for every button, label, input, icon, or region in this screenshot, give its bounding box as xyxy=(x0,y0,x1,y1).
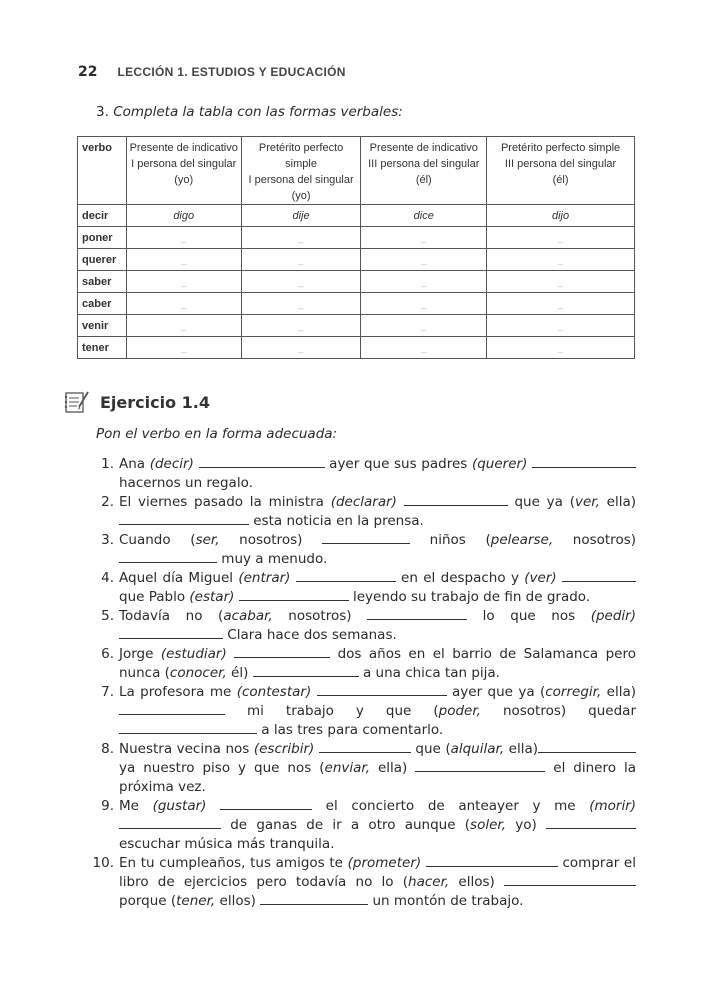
column-header-4: Pretérito perfecto simple III persona del singular (él) xyxy=(487,137,635,205)
answer-cell[interactable]: _ xyxy=(487,337,635,359)
verb-hint: (entrar) xyxy=(238,570,291,586)
item-number: 2. xyxy=(101,494,114,510)
answer-cell[interactable]: _ xyxy=(361,293,487,315)
answer-cell[interactable]: _ xyxy=(241,337,361,359)
answer-blank[interactable] xyxy=(119,721,257,734)
item-number: 4. xyxy=(101,570,114,586)
answer-cell[interactable]: _ xyxy=(126,271,241,293)
answer-blank[interactable] xyxy=(234,645,330,658)
task-number: 3. xyxy=(96,104,109,120)
answer-cell[interactable]: _ xyxy=(126,293,241,315)
column-header-1: Presente de indicativo I persona del singular (yo) xyxy=(126,137,241,205)
verb-hint: (morir) xyxy=(589,798,637,814)
verb-hint: pelearse, xyxy=(490,532,554,548)
verb-hint: (ver) xyxy=(524,570,557,586)
answer-blank[interactable] xyxy=(119,816,221,829)
verb-cell: querer xyxy=(78,249,127,271)
page-number: 22 xyxy=(78,64,98,80)
task-3-instruction xyxy=(96,104,403,120)
verb-cell: poner xyxy=(78,227,127,249)
verb-hint: poder, xyxy=(438,703,481,719)
exercise-notebook-icon xyxy=(64,390,90,414)
answer-cell[interactable]: _ xyxy=(487,293,635,315)
verb-cell: venir xyxy=(78,315,127,337)
item-number: 8. xyxy=(101,741,114,757)
verb-hint: corregir, xyxy=(545,684,602,700)
answer-cell[interactable]: _ xyxy=(487,271,635,293)
column-header-verbo: verbo xyxy=(78,137,127,205)
verb-hint: soler, xyxy=(470,817,506,833)
verb-hint: acabar, xyxy=(223,608,273,624)
answer-blank[interactable] xyxy=(119,702,225,715)
page-header xyxy=(78,64,346,80)
verb-hint: (contestar) xyxy=(236,684,312,700)
answer-cell[interactable]: _ xyxy=(126,315,241,337)
verb-hint: (decir) xyxy=(149,456,194,472)
answer-blank[interactable] xyxy=(199,455,325,468)
item-number: 10. xyxy=(92,855,114,871)
answer-blank[interactable] xyxy=(253,664,359,677)
verb-hint: ser, xyxy=(195,532,220,548)
verb-forms-table xyxy=(77,136,635,359)
answer-cell[interactable]: _ xyxy=(241,249,361,271)
verb-hint: ver, xyxy=(574,494,600,510)
item-number: 5. xyxy=(101,608,114,624)
verb-cell: caber xyxy=(78,293,127,315)
answer-blank[interactable] xyxy=(538,740,636,753)
table-row xyxy=(78,249,635,271)
answer-cell[interactable]: _ xyxy=(487,249,635,271)
verb-hint: conocer, xyxy=(169,665,227,681)
answer-blank[interactable] xyxy=(322,531,410,544)
answer-blank[interactable] xyxy=(317,683,447,696)
answer-cell[interactable]: _ xyxy=(361,227,487,249)
example-form-cell: dije xyxy=(241,205,361,227)
verb-hint: hacer, xyxy=(408,874,450,890)
verb-hint: (estar) xyxy=(189,589,235,605)
column-header-3: Presente de indicativo III persona del singular (él) xyxy=(361,137,487,205)
example-form-cell: digo xyxy=(126,205,241,227)
table-row xyxy=(78,227,635,249)
table-row xyxy=(78,205,635,227)
answer-cell[interactable]: _ xyxy=(361,249,487,271)
table-row xyxy=(78,337,635,359)
answer-cell[interactable]: _ xyxy=(361,315,487,337)
answer-cell[interactable]: _ xyxy=(361,337,487,359)
exercise-heading xyxy=(64,390,210,414)
answer-blank[interactable] xyxy=(532,455,636,468)
verb-hint: (estudiar) xyxy=(160,646,227,662)
item-number: 6. xyxy=(101,646,114,662)
exercise-title: Ejercicio 1.4 xyxy=(100,392,210,412)
answer-blank[interactable] xyxy=(239,588,349,601)
example-form-cell: dijo xyxy=(487,205,635,227)
answer-cell[interactable]: _ xyxy=(126,249,241,271)
list-item: 4. Aquel día Miguel (entrar) en el despacho y (ver) que Pablo (estar) leyendo su trabajo de fin de grado. xyxy=(96,569,636,607)
answer-blank[interactable] xyxy=(404,493,508,506)
answer-blank[interactable] xyxy=(119,550,217,563)
answer-cell[interactable]: _ xyxy=(241,293,361,315)
answer-cell[interactable]: _ xyxy=(361,271,487,293)
table-row xyxy=(78,293,635,315)
list-item: 3. Cuando (ser, nosotros) niños (pelearse, nosotros) muy a menudo. xyxy=(96,531,636,569)
list-item: 5. Todavía no (acabar, nosotros) lo que nos (pedir) Clara hace dos semanas. xyxy=(96,607,636,645)
verb-hint: (prometer) xyxy=(347,855,422,871)
verb-hint: (querer) xyxy=(471,456,528,472)
table-body xyxy=(78,205,635,359)
list-item: 6. Jorge (estudiar) dos años en el barrio de Salamanca pero nunca (conocer, él) a una chica tan pija. xyxy=(96,645,636,683)
task-text: Completa la tabla con las formas verbales: xyxy=(113,104,403,120)
answer-blank[interactable] xyxy=(415,759,545,772)
table-row xyxy=(78,271,635,293)
answer-blank[interactable] xyxy=(546,816,636,829)
verb-hint: enviar, xyxy=(324,760,370,776)
exercise-instruction: Pon el verbo en la forma adecuada: xyxy=(96,426,338,442)
answer-blank[interactable] xyxy=(562,569,636,582)
list-item: 7. La profesora me (contestar) ayer que ya (corregir, ella) mi trabajo y que (poder, nosotros) quedar a las tres para comentarlo. xyxy=(96,683,636,740)
answer-cell[interactable]: _ xyxy=(487,227,635,249)
answer-blank[interactable] xyxy=(119,512,249,525)
item-number: 3. xyxy=(101,532,114,548)
answer-blank[interactable] xyxy=(119,626,223,639)
answer-blank[interactable] xyxy=(260,892,368,905)
verb-hint: (declarar) xyxy=(330,494,397,510)
list-item: 10. En tu cumpleaños, tus amigos te (prometer) comprar el libro de ejercicios pero todavía no lo (hacer, ellos) porque (tener, ellos) un montón de trabajo. xyxy=(96,854,636,911)
verb-cell: decir xyxy=(78,205,127,227)
verb-hint: (escribir) xyxy=(253,741,315,757)
answer-blank[interactable] xyxy=(319,740,411,753)
column-header-2: Pretérito perfecto simple I persona del singular (yo) xyxy=(241,137,361,205)
list-item: 2. El viernes pasado la ministra (declarar) que ya (ver, ella) esta noticia en la prensa. xyxy=(96,493,636,531)
table-header-row xyxy=(78,137,635,205)
list-item: 9. Me (gustar) el concierto de anteayer y me (morir) de ganas de ir a otro aunque (soler, yo) escuchar música más tranquila. xyxy=(96,797,636,854)
lesson-title: LECCIÓN 1. ESTUDIOS Y EDUCACIÓN xyxy=(117,65,346,79)
item-number: 1. xyxy=(101,456,114,472)
answer-cell[interactable]: _ xyxy=(487,315,635,337)
table-row xyxy=(78,315,635,337)
answer-cell[interactable]: _ xyxy=(126,337,241,359)
answer-blank[interactable] xyxy=(296,569,396,582)
answer-blank[interactable] xyxy=(426,854,558,867)
verb-cell: saber xyxy=(78,271,127,293)
example-form-cell: dice xyxy=(361,205,487,227)
answer-blank[interactable] xyxy=(504,873,636,886)
list-item: 8. Nuestra vecina nos (escribir) que (alquilar, ella) ya nuestro piso y que nos (enviar, ella) el dinero la próxima vez. xyxy=(96,740,636,797)
item-number: 7. xyxy=(101,684,114,700)
verb-hint: alquilar, xyxy=(450,741,505,757)
answer-blank[interactable] xyxy=(220,797,312,810)
item-number: 9. xyxy=(101,798,114,814)
answer-blank[interactable] xyxy=(367,607,467,620)
answer-cell[interactable]: _ xyxy=(241,315,361,337)
verb-cell: tener xyxy=(78,337,127,359)
exercise-items-list xyxy=(92,455,637,911)
verb-hint: tener, xyxy=(176,893,216,909)
verb-hint: (pedir) xyxy=(590,608,636,624)
answer-cell[interactable]: _ xyxy=(241,271,361,293)
answer-cell[interactable]: _ xyxy=(241,227,361,249)
verb-hint: (gustar) xyxy=(152,798,207,814)
answer-cell[interactable]: _ xyxy=(126,227,241,249)
list-item: 1. Ana (decir) ayer que sus padres (querer) hacernos un regalo. xyxy=(96,455,636,493)
